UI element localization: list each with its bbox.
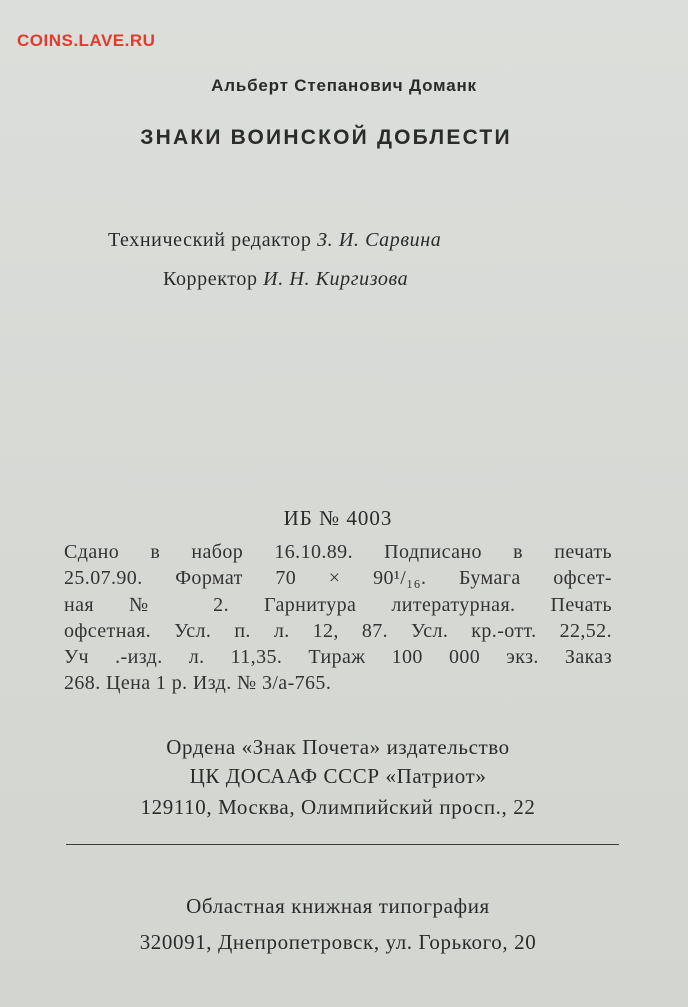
credit-name: З. И. Сарвина: [317, 229, 442, 251]
book-title: ЗНАКИ ВОИНСКОЙ ДОБЛЕСТИ: [140, 126, 512, 149]
publisher-name-line2: ЦК ДОСААФ СССР «Патриот»: [189, 764, 487, 788]
publisher-block: [0, 733, 676, 791]
credit-role: Корректор: [163, 268, 258, 290]
publisher-address: 129110, Москва, Олимпийский просп., 22: [140, 795, 536, 819]
imprint-line: Уч .-изд. л. 11,35. Тираж 100 000 экз. Заказ: [64, 646, 612, 669]
author-name: Альберт Степанович Доманк: [211, 76, 477, 95]
imprint-line: Сдано в набор 16.10.89. Подписано в печать: [64, 541, 612, 563]
publisher-name-line1: Ордена «Знак Почета» издательство: [166, 735, 510, 759]
imprint-line: офсетная. Усл. п. л. 12, 87. Усл. кр.-отт. 22,52.: [64, 619, 612, 642]
credit-role: Технический редактор: [108, 229, 312, 251]
technical-editor-credit: [108, 229, 441, 252]
ib-number: ИБ № 4003: [283, 506, 393, 530]
printer-name: Областная книжная типография: [186, 894, 490, 918]
divider-rule: [66, 844, 619, 845]
imprint-line: 268. Цена 1 р. Изд. № 3/а-765.: [64, 672, 332, 695]
imprint-line: ная № 2. Гарнитура литературная. Печать: [64, 593, 612, 616]
printer-address: 320091, Днепропетровск, ул. Горького, 20: [139, 930, 537, 954]
proofreader-credit: [163, 268, 408, 291]
credit-name: И. Н. Киргизова: [263, 268, 409, 290]
imprint-line: 25.07.90. Формат 70 × 90¹/₁₆. Бумага офсет-: [64, 567, 612, 590]
printer-block: [0, 888, 676, 960]
site-watermark: COINS.LAVE.RU: [17, 31, 156, 50]
imprint-block: [64, 539, 612, 697]
